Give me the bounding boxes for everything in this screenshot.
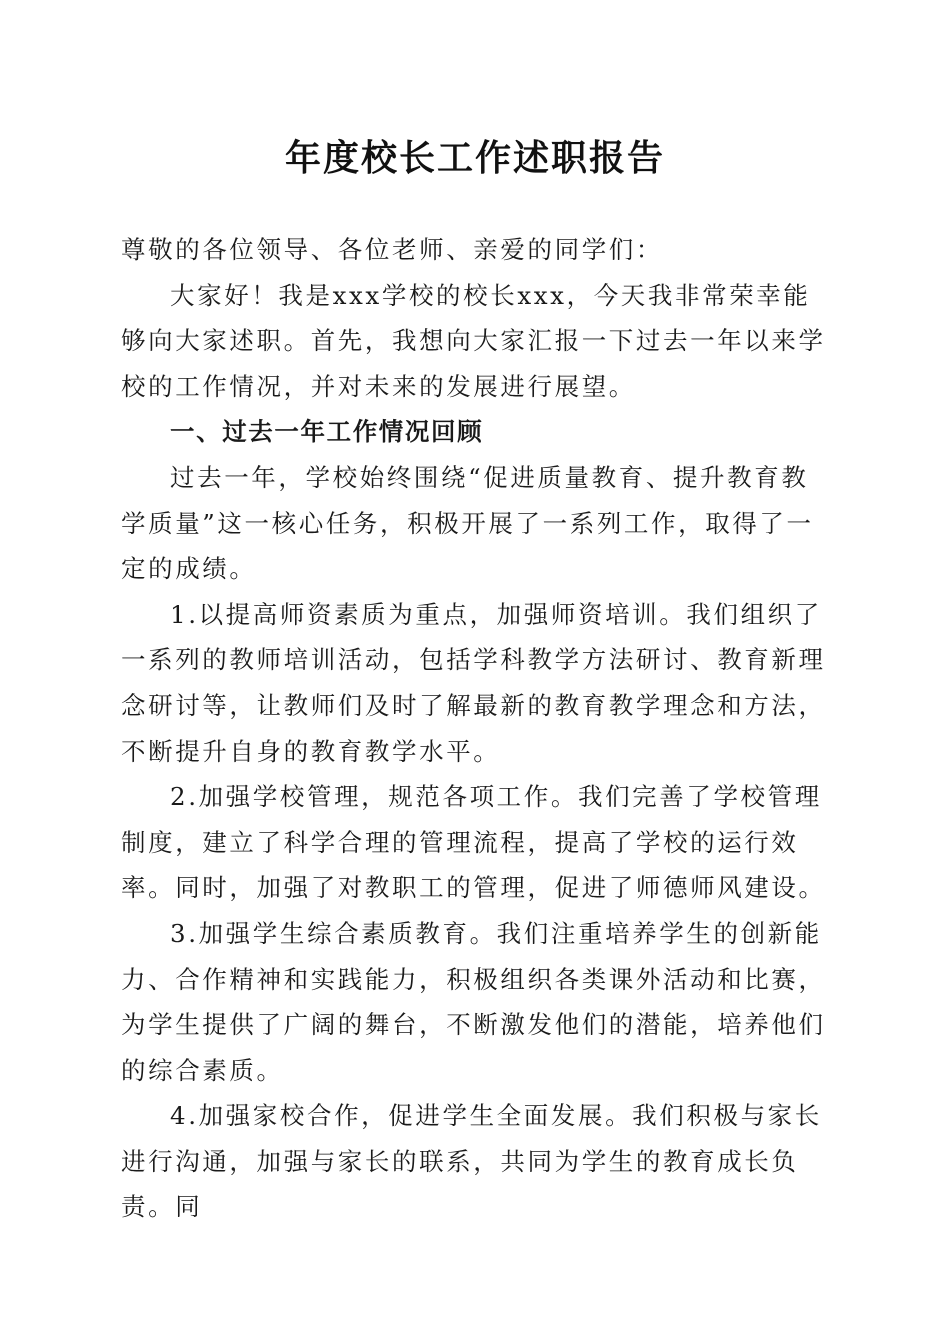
list-item: 1.以提高师资素质为重点，加强师资培训。我们组织了一系列的教师培训活动，包括学科教学方法研讨、教育新理念研讨等，让教师们及时了解最新的教育教学理念和方法，不断提升自身的教育教学水平。	[121, 599, 826, 766]
greeting: 尊敬的各位领导、各位老师、亲爱的同学们：	[121, 235, 663, 264]
section-intro-paragraph: 过去一年，学校始终围绕“促进质量教育、提升教育教学质量”这一核心任务，积极开展了一系列工作，取得了一定的成绩。	[121, 462, 814, 584]
section-heading: 一、过去一年工作情况回顾	[170, 417, 484, 447]
list-item: 3.加强学生综合素质教育。我们注重培养学生的创新能力、合作精神和实践能力，积极组织各类课外活动和比赛，为学生提供了广阔的舞台，不断激发他们的潜能，培养他们的综合素质。	[121, 918, 826, 1085]
document-body	[121, 227, 833, 1230]
document-title: 年度校长工作述职报告	[284, 137, 665, 179]
list-item: 4.加强家校合作，促进学生全面发展。我们积极与家长进行沟通，加强与家长的联系，共同为学生的教育成长负责。同	[121, 1101, 822, 1222]
opening-paragraph: 大家好！我是xxx学校的校长xxx，今天我非常荣幸能够向大家述职。首先，我想向大家汇报一下过去一年以来学校的工作情况，并对未来的发展进行展望。	[121, 280, 826, 401]
list-item: 2.加强学校管理，规范各项工作。我们完善了学校管理制度，建立了科学合理的管理流程，提高了学校的运行效率。同时，加强了对教职工的管理，促进了师德师风建设。	[121, 782, 826, 903]
